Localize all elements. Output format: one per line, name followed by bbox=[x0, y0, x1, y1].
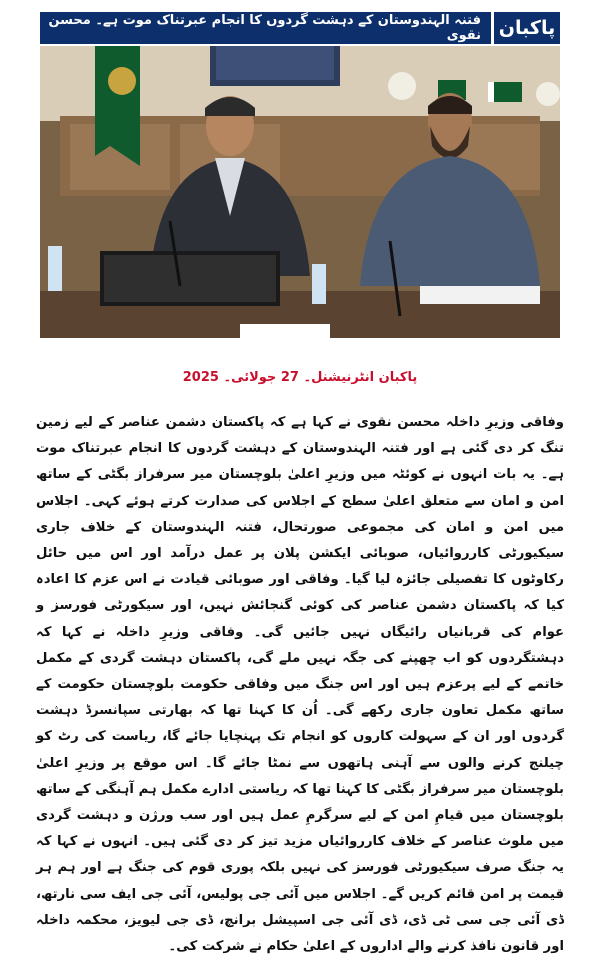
news-photo bbox=[40, 46, 560, 338]
headline-title: فتنہ الہندوستان کے دہشت گردوں کا انجام عبرتناک موت ہے۔ محسن نقوی bbox=[48, 13, 481, 43]
brand-logo: پاکبان bbox=[491, 12, 560, 44]
article-dateline: پاکبان انٹرنیشنل۔ 27 جولائی۔ 2025 bbox=[182, 370, 418, 385]
headline-bar bbox=[40, 12, 560, 44]
article-body bbox=[36, 410, 564, 960]
flag-left bbox=[95, 46, 140, 166]
article-paragraph: وفاقی وزیرِ داخلہ محسن نقوی نے کہا ہے کہ پاکستان دشمن عناصر کے لیے زمین تنگ کر دی گئی ہے اور فتنہ الہندوستان کے دہشت گردوں کا انجام عبرتناک موت ہے۔ یہ بات انہوں نے کوئٹہ میں وزیرِ اعلیٰ بلوچستان میر سرفراز بگٹی کے ساتھ امن و امان سے متعلق اعلیٰ سطح کے اجلاس کی صدارت کرتے ہوئے کہی۔ اجلاس میں امن و امان کی مجموعی صورتحال، فتنہ الہندوستان کے خلاف جاری سیکیورٹی کارروائیاں، صوبائی ایکشن پلان پر عمل درآمد اور اس میں حائل رکاوٹوں کا تفصیلی جائزہ لیا گیا۔ وفاقی اور صوبائی قیادت نے اس عزم کا اعادہ کیا کہ پاکستان دشمن عناصر کی کوئی گنجائش نہیں، اور سیکورٹی فورسز و عوام کی قربانیاں رائیگاں نہیں جائیں گی۔ وفاقی وزیرِ داخلہ نے کہا کہ دہشتگردوں کو اب چھپنے کی جگہ نہیں ملے گی، پاکستان دہشت گردی کے مکمل خاتمے کے لیے پرعزم ہیں اور اس جنگ میں وفاقی حکومت بلوچستان حکومت کے ساتھ مکمل تعاون جاری رکھے گی۔ اُن کا کہنا تھا کہ بھارتی سپانسرڈ دہشت گردوں اور ان کے سہولت کاروں کو انجام تک پہنچایا جائے گا، ریاست کی رٹ کو چیلنج کرنے والوں سے آہنی ہاتھوں سے نمٹا جائے گا۔ اس موقع پر وزیرِ اعلیٰ بلوچستان میر سرفراز بگٹی کا کہنا تھا کہ ریاستی ادارے مکمل ہم آہنگی کے ساتھ بلوچستان میں قیامِ امن کے لیے سرگرمِ عمل ہیں اور سب ورژن و دہشت گردی میں ملوث عناصر کے خلاف کارروائیاں مزید تیز کر دی گئی ہیں۔ انہوں نے کہا کہ یہ جنگ صرف سیکیورٹی فورسز کی نہیں بلکہ پوری قوم کی جنگ ہے اور ہم ہر قیمت پر امن قائم کریں گے۔ اجلاس میں آئی جی پولیس، آئی جی ایف سی نارتھ، ڈی آئی جی سی ٹی ڈی، ڈی آئی جی اسپیشل برانچ، ڈی جی لیویز، محکمہ داخلہ اور قانون نافذ کرنے والے اداروں کے اعلیٰ حکام نے شرکت کی۔ bbox=[36, 415, 564, 955]
